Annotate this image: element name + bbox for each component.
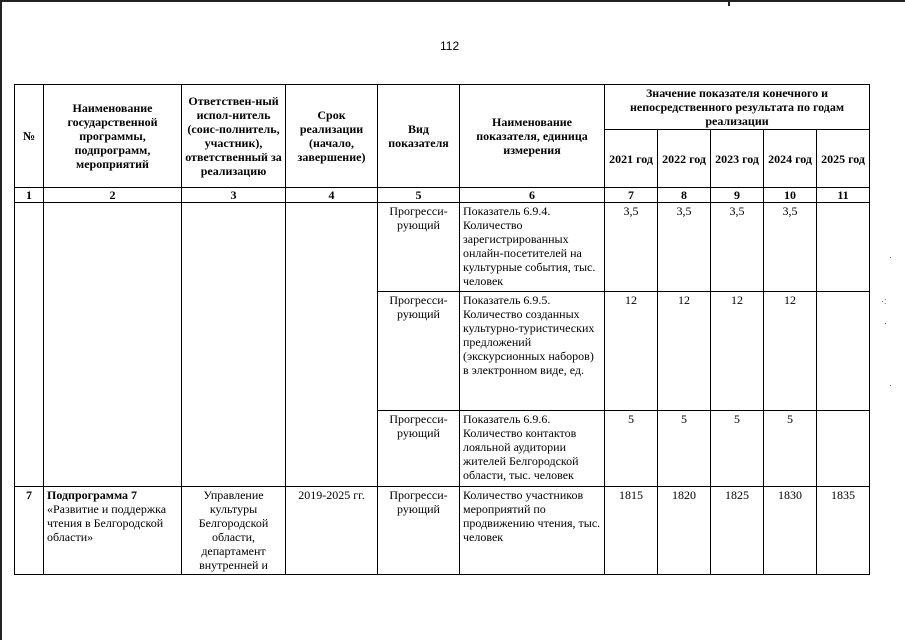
scan-speck: ·	[884, 318, 887, 328]
scan-frame-top	[0, 0, 905, 2]
cell-indicator: Показатель 6.9.4. Количество зарегистрированных онлайн-посетителей на культурные события, тыс. человек	[460, 203, 605, 292]
cell-kind: Прогресси-рующий	[378, 487, 460, 575]
header-year-2021: 2021 год	[605, 130, 658, 188]
scan-frame-left	[0, 0, 2, 640]
cell-value-2021: 5	[605, 411, 658, 487]
cell-value-2023: 5	[711, 411, 764, 487]
header-year-2025: 2025 год	[817, 130, 870, 188]
header-values-group: Значение показателя конечного и непосредственного результата по годам реализации	[605, 85, 870, 130]
cell-value-2023: 12	[711, 292, 764, 411]
scan-speck: ·:	[881, 296, 887, 306]
table-row	[15, 203, 870, 292]
column-number: 8	[658, 188, 711, 203]
column-number: 3	[182, 188, 286, 203]
cell-value-2023: 1825	[711, 487, 764, 575]
subprogram-title: Подпрограмма 7	[47, 488, 138, 502]
scan-speck: ·	[889, 380, 892, 390]
scan-speck: ·	[889, 252, 892, 262]
cell-num: 7	[15, 487, 44, 575]
header-year-2022: 2022 год	[658, 130, 711, 188]
cell-value-2025	[817, 292, 870, 411]
column-number: 9	[711, 188, 764, 203]
column-number: 5	[378, 188, 460, 203]
cell-value-2022: 12	[658, 292, 711, 411]
cell-term-empty	[286, 203, 378, 487]
header-year-2023: 2023 год	[711, 130, 764, 188]
header-program: Наименование государственной программы, подпрограмм, мероприятий	[44, 85, 182, 188]
cell-value-2022: 5	[658, 411, 711, 487]
cell-program-empty	[44, 203, 182, 487]
header-term: Срок реализации (начало, завершение)	[286, 85, 378, 188]
cell-value-2021: 12	[605, 292, 658, 411]
cell-kind: Прогресси-рующий	[378, 411, 460, 487]
cell-value-2024: 5	[764, 411, 817, 487]
cell-value-2024: 12	[764, 292, 817, 411]
column-number-row	[15, 188, 870, 203]
cell-value-2025	[817, 203, 870, 292]
cell-indicator: Количество участников мероприятий по продвижению чтения, тыс. человек	[460, 487, 605, 575]
cell-value-2022: 3,5	[658, 203, 711, 292]
header-kind: Вид показателя	[378, 85, 460, 188]
cell-value-2025: 1835	[817, 487, 870, 575]
subprogram-name: «Развитие и поддержка чтения в Белгородской области»	[47, 502, 167, 544]
cell-num-empty	[15, 203, 44, 487]
cell-value-2021: 3,5	[605, 203, 658, 292]
header-responsible: Ответствен-ный испол-нитель (соис-полнитель, участник), ответственный за реализацию	[182, 85, 286, 188]
header-year-2024: 2024 год	[764, 130, 817, 188]
column-number: 2	[44, 188, 182, 203]
cell-value-2022: 1820	[658, 487, 711, 575]
cell-program	[44, 487, 182, 575]
cell-value-2021: 1815	[605, 487, 658, 575]
header-num: №	[15, 85, 44, 188]
cell-kind: Прогресси-рующий	[378, 292, 460, 411]
scan-frame-notch	[728, 0, 730, 6]
cell-value-2025	[817, 411, 870, 487]
cell-kind: Прогресси-рующий	[378, 203, 460, 292]
page-number: 112	[440, 39, 460, 53]
indicator-table	[14, 84, 870, 575]
cell-indicator: Показатель 6.9.6. Количество контактов лояльной аудитории жителей Белгородской области, тыс. человек	[460, 411, 605, 487]
column-number: 7	[605, 188, 658, 203]
cell-value-2024: 3,5	[764, 203, 817, 292]
header-indicator: Наименование показателя, единица измерения	[460, 85, 605, 188]
column-number: 1	[15, 188, 44, 203]
cell-indicator: Показатель 6.9.5. Количество созданных культурно-туристических предложений (экскурсионных наборов) в электронном виде, ед.	[460, 292, 605, 411]
cell-term: 2019-2025 гг.	[286, 487, 378, 575]
table-row	[15, 487, 870, 575]
cell-value-2023: 3,5	[711, 203, 764, 292]
header-row-top	[15, 85, 870, 130]
cell-responsible-empty	[182, 203, 286, 487]
column-number: 4	[286, 188, 378, 203]
cell-responsible: Управление культуры Белгородской области, департамент внутренней и	[182, 487, 286, 575]
column-number: 6	[460, 188, 605, 203]
cell-value-2024: 1830	[764, 487, 817, 575]
column-number: 10	[764, 188, 817, 203]
column-number: 11	[817, 188, 870, 203]
